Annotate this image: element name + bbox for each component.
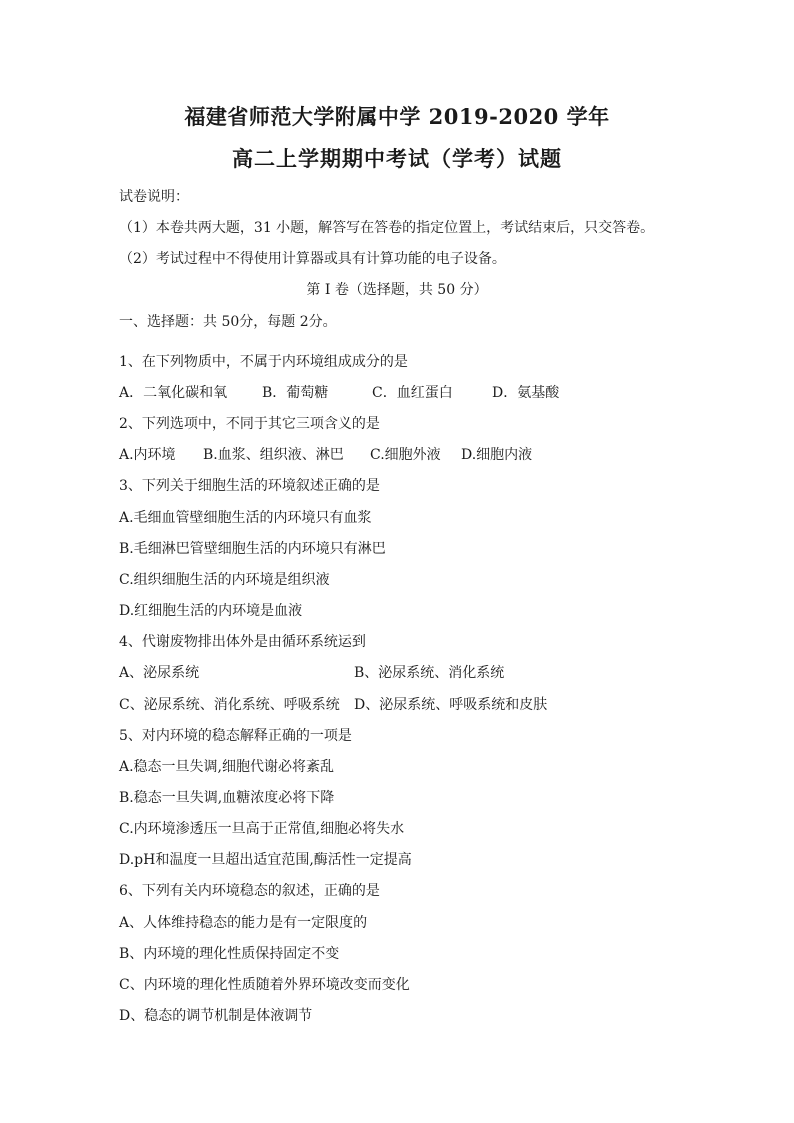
question-5-stem: 5、对内环境的稳态解释正确的一项是 (119, 728, 352, 744)
question-4-option-c: C、泌尿系统、消化系统、呼吸系统 (119, 697, 340, 713)
question-5-option-d: D.pH和温度一旦超出适宜范围,酶活性一定提高 (119, 852, 412, 868)
question-6-stem: 6、下列有关内环境稳态的叙述，正确的是 (119, 883, 380, 899)
question-6-option-d: D、稳态的调节机制是体液调节 (119, 1008, 313, 1024)
instruction-item-1: （1）本卷共两大题，31 小题，解答写在答卷的指定位置上，考试结束后，只交答卷。 (119, 220, 655, 236)
question-3-option-d: D.红细胞生活的内环境是血液 (119, 603, 303, 619)
question-2-option-c: C.细胞外液 (370, 447, 441, 463)
question-3-option-a: A.毛细血管壁细胞生活的内环境只有血浆 (119, 510, 372, 526)
question-2-option-b: B.血浆、组织液、淋巴 (203, 447, 344, 463)
question-3-stem: 3、下列关于细胞生活的环境叙述正确的是 (119, 478, 380, 494)
exam-title-line1: 福建省师范大学附属中学 2019-2020 学年 (184, 104, 610, 129)
question-1-option-b: B．葡萄糖 (262, 385, 329, 401)
question-4-option-d: D、泌尿系统、呼吸系统和皮肤 (354, 697, 548, 713)
question-3-option-c: C.组织细胞生活的内环境是组织液 (119, 572, 330, 588)
question-4-option-b: B、泌尿系统、消化系统 (354, 665, 505, 681)
question-3-option-b: B.毛细淋巴管壁细胞生活的内环境只有淋巴 (119, 541, 386, 557)
exam-title-line2: 高二上学期期中考试（学考）试题 (232, 146, 562, 171)
question-1-option-d: D．氨基酸 (492, 385, 560, 401)
question-6-option-c: C、内环境的理化性质随着外界环境改变而变化 (119, 977, 410, 993)
question-1-stem: 1、在下列物质中，不属于内环境组成成分的是 (119, 354, 408, 370)
question-5-option-b: B.稳态一旦失调,血糖浓度必将下降 (119, 790, 335, 806)
question-6-option-a: A、人体维持稳态的能力是有一定限度的 (119, 915, 368, 931)
question-2-option-a: A.内环境 (119, 447, 176, 463)
instruction-item-2: （2）考试过程中不得使用计算器或具有计算功能的电子设备。 (119, 251, 506, 267)
question-6-option-b: B、内环境的理化性质保持固定不变 (119, 946, 340, 962)
part-heading: 第 I 卷（选择题，共 50 分） (306, 282, 488, 298)
question-5-option-a: A.稳态一旦失调,细胞代谢必将紊乱 (119, 759, 335, 775)
question-2-stem: 2、下列选项中，不同于其它三项含义的是 (119, 416, 380, 432)
question-4-option-a: A、泌尿系统 (119, 665, 200, 681)
question-4-stem: 4、代谢废物排出体外是由循环系统运到 (119, 634, 366, 650)
question-5-option-c: C.内环境渗透压一旦高于正常值,细胞必将失水 (119, 821, 405, 837)
question-1-option-a: A．二氧化碳和氧 (119, 385, 228, 401)
section-heading: 一、选择题：共 50分，每题 2分。 (119, 314, 337, 330)
instructions-heading: 试卷说明： (119, 189, 189, 205)
question-1-option-c: C．血红蛋白 (372, 385, 453, 401)
question-2-option-d: D.细胞内液 (461, 447, 533, 463)
